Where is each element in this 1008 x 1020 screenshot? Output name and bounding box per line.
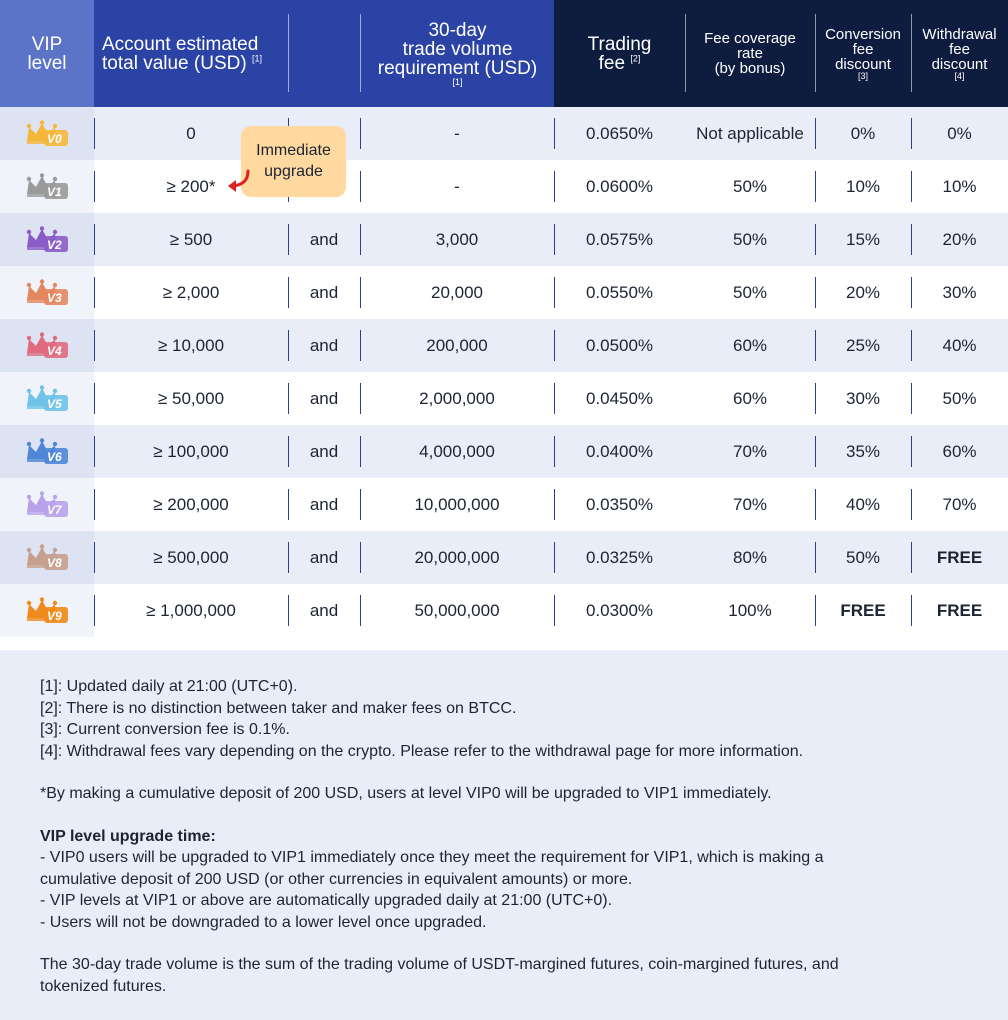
fee-coverage-cell: 80%: [732, 547, 768, 567]
column-divider: [815, 436, 816, 467]
column-divider: [360, 595, 361, 626]
header-cov-line1: Fee coverage: [704, 30, 796, 47]
column-divider: [288, 436, 289, 467]
fee-coverage-cell: 70%: [732, 441, 768, 461]
crown-icon: [25, 543, 69, 573]
vip-level-cell: [0, 266, 94, 319]
trading-fee-cell: 0.0575%: [585, 229, 654, 249]
crown-icon: [25, 490, 69, 520]
trading-fee-cell: 0.0650%: [585, 123, 654, 143]
upgrade-rule-2: - VIP levels at VIP1 or above are automatically upgraded daily at 21:00 (UTC+0).: [40, 892, 613, 909]
vip-level-label: V9: [47, 608, 62, 623]
conversion-discount-cell: 40%: [845, 494, 881, 514]
column-divider: [911, 436, 912, 467]
conversion-discount-cell: 50%: [845, 547, 881, 567]
column-divider: [911, 489, 912, 520]
column-divider: [554, 330, 555, 361]
column-divider: [815, 224, 816, 255]
table-row: [0, 478, 1008, 531]
account-value-cell: ≥ 200*: [166, 176, 216, 196]
column-divider: [911, 595, 912, 626]
column-divider: [911, 277, 912, 308]
header-vol-line2: trade volume: [402, 38, 513, 60]
header-fee-line2: fee [2]: [598, 52, 641, 74]
column-divider: [94, 171, 95, 202]
crown-icon: [25, 331, 69, 361]
trade-volume-cell: 2,000,000: [419, 388, 495, 408]
header-trading-fee: [554, 0, 685, 107]
and-connector-cell: and: [309, 494, 339, 514]
column-divider: [360, 489, 361, 520]
table-header: [0, 0, 1008, 107]
table-row: [0, 319, 1008, 372]
column-divider: [288, 383, 289, 414]
fee-coverage-cell: 50%: [732, 229, 768, 249]
column-divider: [94, 436, 95, 467]
trade-volume-cell: 20,000: [431, 282, 483, 302]
trading-fee-cell: 0.0300%: [585, 600, 654, 620]
vip-level-cell: [0, 160, 94, 213]
vip-level-label: V7: [47, 502, 62, 517]
and-connector-cell: and: [309, 229, 339, 249]
column-divider: [360, 171, 361, 202]
header-fee-line1: Trading: [587, 33, 652, 55]
table-row: [0, 160, 1008, 213]
conversion-discount-cell: 15%: [845, 229, 881, 249]
account-value-cell: 0: [186, 123, 196, 143]
vip-level-cell: [0, 478, 94, 531]
column-divider: [911, 330, 912, 361]
trading-fee-cell: 0.0600%: [585, 176, 654, 196]
vip-level-label: V5: [47, 396, 62, 411]
column-divider: [815, 542, 816, 573]
account-value-cell: ≥ 10,000: [157, 335, 225, 355]
column-divider: [360, 277, 361, 308]
account-value-cell: ≥ 2,000: [162, 282, 220, 302]
callout-line2: upgrade: [264, 162, 323, 180]
column-divider: [554, 171, 555, 202]
trading-fee-cell: 0.0325%: [585, 547, 654, 567]
withdrawal-discount-cell: 20%: [942, 229, 977, 249]
upgrade-rule-1a: - VIP0 users will be upgraded to VIP1 immediately once they meet the requirement for VIP1, which is making a: [40, 849, 824, 866]
vip-level-cell: [0, 584, 94, 637]
and-connector-cell: and: [309, 441, 339, 461]
trade-volume-cell: 4,000,000: [419, 441, 495, 461]
vip-level-label: V0: [47, 131, 62, 146]
column-divider: [288, 330, 289, 361]
column-divider: [815, 383, 816, 414]
header-wd-line1: Withdrawal: [922, 25, 997, 43]
account-value-cell: ≥ 100,000: [153, 441, 229, 461]
crown-icon: [25, 119, 69, 149]
fee-coverage-cell: 50%: [732, 176, 768, 196]
header-vol-line3: requirement (USD): [377, 57, 538, 79]
vip-level-label: V1: [47, 184, 62, 199]
column-divider: [554, 595, 555, 626]
header-wd-line2: fee: [949, 40, 970, 58]
withdrawal-discount-cell: 0%: [947, 123, 972, 143]
column-divider: [360, 330, 361, 361]
trading-fee-cell: 0.0400%: [585, 441, 654, 461]
column-divider: [554, 277, 555, 308]
header-divider: [288, 14, 289, 92]
header-divider: [360, 14, 361, 92]
column-divider: [554, 489, 555, 520]
column-divider: [815, 595, 816, 626]
upgrade-time-title: VIP level upgrade time:: [40, 827, 216, 845]
crown-icon: [25, 225, 69, 255]
trade-volume-cell: 10,000,000: [414, 494, 500, 514]
crown-icon: [25, 596, 69, 626]
fee-coverage-cell: 70%: [732, 494, 768, 514]
vip-level-label: V4: [47, 343, 62, 358]
column-divider: [815, 118, 816, 149]
column-divider: [288, 277, 289, 308]
fee-coverage-cell: Not applicable: [696, 123, 804, 143]
conversion-discount-cell: 30%: [845, 388, 881, 408]
table-row: [0, 213, 1008, 266]
header-conv-ref: [3]: [857, 70, 868, 81]
crown-icon: [25, 437, 69, 467]
column-divider: [94, 489, 95, 520]
column-divider: [360, 224, 361, 255]
header-conv-line1: Conversion: [825, 25, 901, 43]
header-vip-level: [0, 0, 94, 107]
column-divider: [554, 542, 555, 573]
column-divider: [554, 383, 555, 414]
vip-level-label: V3: [47, 290, 62, 305]
volume-note-b: tokenized futures.: [40, 977, 167, 995]
fee-coverage-cell: 60%: [732, 335, 768, 355]
header-acct-line2: total value (USD) [1]: [102, 52, 262, 74]
conversion-discount-cell: 35%: [845, 441, 881, 461]
trade-volume-cell: 50,000,000: [414, 600, 500, 620]
header-trade-volume: [361, 0, 554, 107]
header-cov-line3: (by bonus): [714, 60, 786, 77]
column-divider: [815, 330, 816, 361]
withdrawal-discount-cell: 40%: [942, 335, 977, 355]
and-connector-cell: and: [309, 335, 339, 355]
column-divider: [360, 542, 361, 573]
trading-fee-cell: 0.0500%: [585, 335, 654, 355]
header-conv-line3: discount: [835, 55, 891, 73]
and-connector-cell: and: [309, 388, 339, 408]
column-divider: [815, 489, 816, 520]
header-wd-line3: discount: [931, 55, 988, 73]
column-divider: [911, 224, 912, 255]
table-row: [0, 372, 1008, 425]
upgrade-rule-1b: cumulative deposit of 200 USD (or other currencies in equivalent amounts) or more.: [40, 870, 633, 888]
column-divider: [911, 171, 912, 202]
account-value-cell: ≥ 1,000,000: [146, 600, 236, 620]
header-vol-line1: 30-day: [428, 19, 487, 41]
trade-volume-cell: -: [454, 176, 460, 196]
vip-level-cell: [0, 107, 94, 160]
column-divider: [360, 118, 361, 149]
header-cov-line2: rate: [737, 45, 763, 62]
footnote-2: [2]: There is no distinction between taker and maker fees on BTCC.: [40, 699, 517, 717]
upgrade-rule-3: - Users will not be downgraded to a lower level once upgraded.: [40, 913, 487, 931]
column-divider: [815, 171, 816, 202]
footnote-4: [4]: Withdrawal fees vary depending on the crypto. Please refer to the withdrawal page for more information.: [40, 742, 804, 760]
withdrawal-discount-cell: FREE: [936, 600, 983, 620]
column-divider: [94, 595, 95, 626]
column-divider: [94, 277, 95, 308]
header-conv-line2: fee: [852, 40, 874, 58]
account-value-cell: ≥ 500: [169, 229, 213, 249]
column-divider: [911, 383, 912, 414]
table-row: [0, 531, 1008, 584]
callout-line1: Immediate: [256, 141, 331, 159]
header-fee-coverage: [685, 0, 815, 107]
immediate-upgrade-callout: [241, 126, 346, 197]
header-divider: [815, 14, 816, 92]
account-value-cell: ≥ 500,000: [153, 547, 229, 567]
vip-level-label: V2: [47, 237, 62, 252]
column-divider: [911, 118, 912, 149]
trade-volume-cell: 20,000,000: [414, 547, 500, 567]
table-row: [0, 425, 1008, 478]
header-acct-line1: Account estimated: [102, 33, 259, 55]
header-divider: [911, 14, 912, 92]
withdrawal-discount-cell: 60%: [942, 441, 977, 461]
crown-icon: [25, 172, 69, 202]
conversion-discount-cell: 10%: [845, 176, 881, 196]
column-divider: [360, 383, 361, 414]
and-connector-cell: and: [309, 547, 339, 567]
header-wd-ref: [4]: [954, 70, 965, 81]
column-divider: [554, 118, 555, 149]
withdrawal-discount-cell: 50%: [942, 388, 977, 408]
column-divider: [94, 330, 95, 361]
deposit-note: *By making a cumulative deposit of 200 USD, users at level VIP0 will be upgraded to VIP1 immediately.: [40, 785, 772, 802]
trading-fee-cell: 0.0550%: [585, 282, 654, 302]
table-row: [0, 266, 1008, 319]
column-divider: [815, 277, 816, 308]
fee-coverage-cell: 60%: [732, 388, 768, 408]
header-acct-ref: [1]: [251, 53, 262, 64]
fee-coverage-cell: 100%: [728, 600, 772, 620]
header-vip-line1: VIP: [31, 33, 63, 55]
crown-icon: [25, 384, 69, 414]
column-divider: [911, 542, 912, 573]
column-divider: [554, 224, 555, 255]
column-divider: [94, 542, 95, 573]
trading-fee-cell: 0.0350%: [585, 494, 654, 514]
header-vol-ref: [1]: [452, 76, 463, 87]
vip-table-body: [0, 107, 1008, 637]
vip-level-cell: [0, 372, 94, 425]
column-divider: [288, 595, 289, 626]
trading-fee-cell: 0.0450%: [585, 388, 654, 408]
withdrawal-discount-cell: 10%: [942, 176, 977, 196]
header-fee-ref: [2]: [630, 53, 641, 64]
column-divider: [94, 224, 95, 255]
footnote-3: [3]: Current conversion fee is 0.1%.: [40, 721, 290, 738]
trade-volume-cell: 3,000: [435, 229, 479, 249]
conversion-discount-cell: 25%: [845, 335, 881, 355]
account-value-cell: ≥ 200,000: [153, 494, 229, 514]
column-divider: [288, 542, 289, 573]
vip-level-label: V8: [47, 555, 62, 570]
header-vip-line2: level: [27, 52, 67, 74]
conversion-discount-cell: 0%: [850, 123, 876, 143]
trade-volume-cell: 200,000: [426, 335, 488, 355]
vip-level-cell: [0, 425, 94, 478]
header-account-value: [94, 0, 361, 107]
withdrawal-discount-cell: FREE: [936, 547, 983, 567]
trade-volume-cell: -: [454, 123, 460, 143]
header-conversion-discount: [815, 0, 911, 107]
header-divider: [685, 14, 686, 92]
vip-level-label: V6: [47, 449, 62, 464]
column-divider: [554, 436, 555, 467]
crown-icon: [25, 278, 69, 308]
conversion-discount-cell: FREE: [840, 600, 886, 620]
footnotes-panel: [0, 650, 1008, 1020]
and-connector-cell: and: [309, 282, 339, 302]
vip-level-cell: [0, 319, 94, 372]
column-divider: [288, 224, 289, 255]
column-divider: [360, 436, 361, 467]
conversion-discount-cell: 20%: [845, 282, 881, 302]
vip-level-cell: [0, 213, 94, 266]
fee-coverage-cell: 50%: [732, 282, 768, 302]
column-divider: [288, 489, 289, 520]
volume-note-a: The 30-day trade volume is the sum of the trading volume of USDT-margined futures, coin-margined futures, and: [40, 956, 839, 973]
column-divider: [94, 383, 95, 414]
table-row: [0, 584, 1008, 637]
table-row: [0, 107, 1008, 160]
footnote-1: [1]: Updated daily at 21:00 (UTC+0).: [40, 678, 298, 695]
withdrawal-discount-cell: 70%: [942, 494, 977, 514]
vip-level-cell: [0, 531, 94, 584]
withdrawal-discount-cell: 30%: [942, 282, 977, 302]
curved-arrow-icon: [226, 169, 252, 195]
and-connector-cell: and: [309, 600, 339, 620]
account-value-cell: ≥ 50,000: [157, 388, 225, 408]
column-divider: [94, 118, 95, 149]
header-withdrawal-discount: [911, 0, 1008, 107]
